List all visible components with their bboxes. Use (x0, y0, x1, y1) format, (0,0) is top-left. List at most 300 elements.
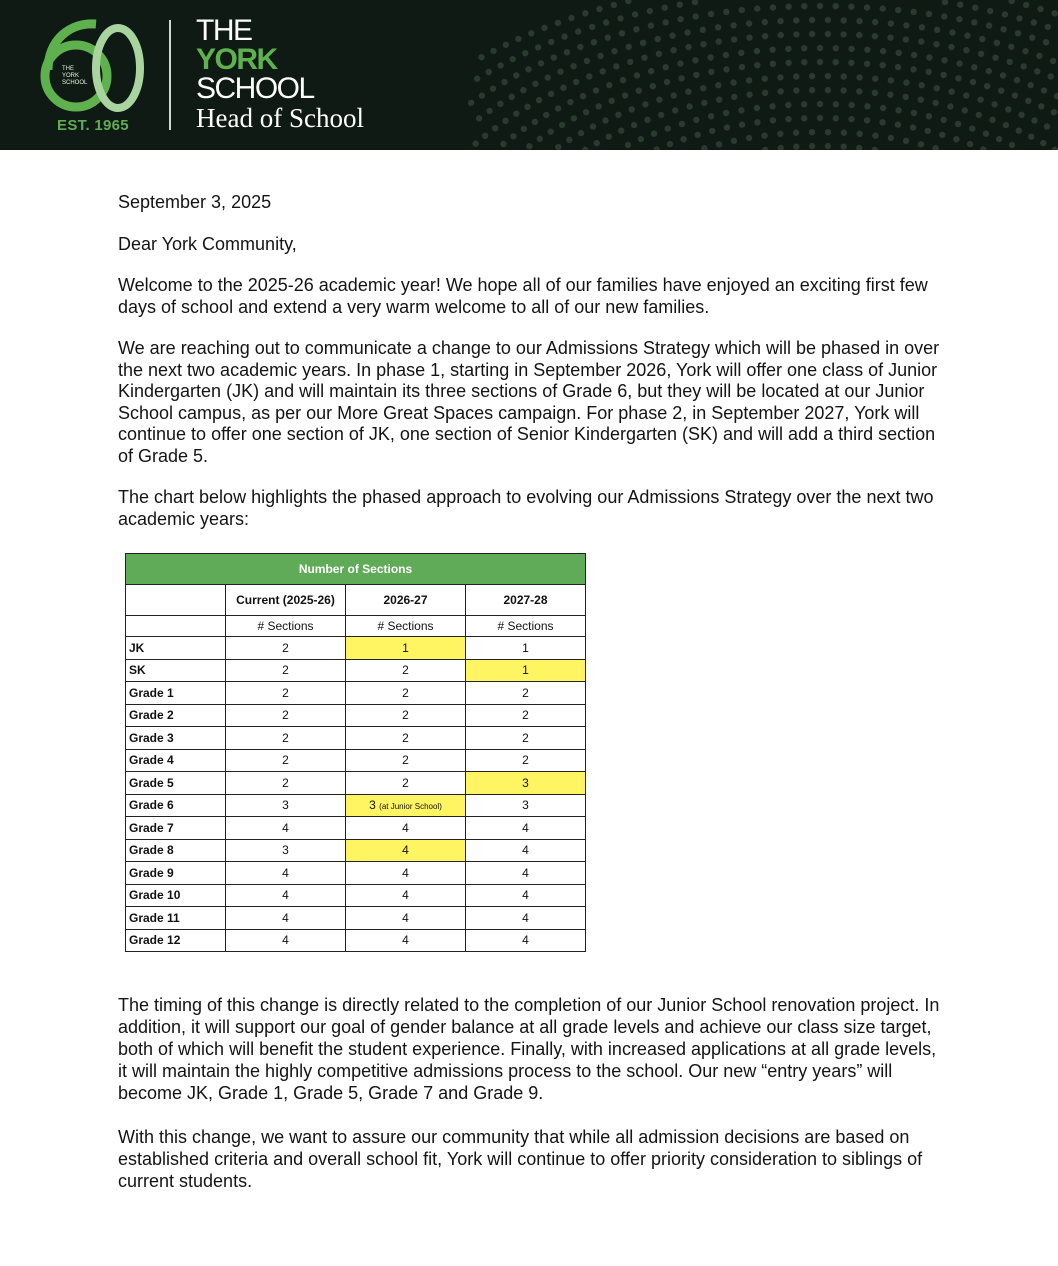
pattern-dot (777, 18, 783, 24)
pattern-dot (583, 109, 589, 115)
table-row (126, 749, 586, 772)
section-count-cell (346, 884, 466, 907)
section-count-value: 2 (402, 775, 409, 790)
column-header-current: Current (2025-26) (226, 585, 346, 616)
pattern-dot (609, 98, 615, 104)
pattern-dot (1040, 140, 1046, 146)
pattern-dot (887, 35, 893, 41)
section-count-cell (346, 704, 466, 727)
pattern-dot (695, 132, 701, 138)
pattern-dot (801, 59, 807, 65)
pattern-dot (986, 22, 992, 28)
pattern-dot (957, 1, 963, 7)
pattern-dot (980, 146, 986, 150)
pattern-dot (685, 44, 691, 50)
section-count-value: 2 (402, 730, 409, 745)
pattern-dot (548, 129, 554, 135)
pattern-dot (618, 128, 624, 134)
pattern-dot (947, 103, 953, 109)
pattern-dot (626, 44, 632, 50)
pattern-dot (801, 3, 807, 9)
pattern-dot (680, 136, 686, 142)
pattern-dot (911, 9, 917, 15)
section-count-value: 3 (282, 843, 289, 858)
section-count-value: 4 (282, 820, 289, 835)
pattern-dot (701, 100, 707, 106)
section-count-cell (466, 749, 586, 772)
pattern-dot (468, 100, 474, 106)
pattern-dot (582, 10, 588, 16)
pattern-dot (825, 87, 831, 93)
pattern-dot (520, 87, 526, 93)
pattern-dot (856, 32, 862, 38)
letter-body-bottom (118, 994, 948, 1214)
pattern-dot (785, 3, 791, 9)
pattern-dot (1045, 24, 1051, 30)
pattern-dot (638, 136, 644, 142)
pattern-dot (577, 44, 583, 50)
pattern-dot (510, 56, 516, 62)
pattern-dot (648, 22, 654, 28)
pattern-dot (864, 103, 870, 109)
pattern-dot (490, 48, 496, 54)
pattern-dot (620, 77, 626, 83)
pattern-dot (1016, 15, 1022, 21)
pattern-dot (709, 128, 715, 134)
pattern-dot (809, 17, 815, 23)
pattern-dot (724, 124, 730, 130)
row-label: Grade 7 (126, 817, 226, 840)
pattern-dot (934, 27, 940, 33)
pattern-dot (582, 147, 588, 150)
table-row (126, 659, 586, 682)
pattern-dot (656, 51, 662, 57)
section-count-cell (346, 907, 466, 930)
letter-paragraph-timing: The timing of this change is directly related to the completion of our Junior School renovation project. In addition, it will support our goal of gender balance at all grade levels and achieve our class size target, both of which will benefit the student experience. Finally, with increased applications at all grade levels, it will maintain the highly competitive admissions process to the school. Our new “entry years” will become JK, Grade 1, Grade 5, Grade 7 and Grade 9. (118, 995, 940, 1103)
sixtieth-anniversary-logo (40, 18, 146, 118)
pattern-dot (513, 111, 519, 117)
subheader-sections-2: # Sections (346, 616, 466, 637)
pattern-dot (594, 140, 600, 146)
pattern-dot (692, 0, 698, 5)
pattern-dot (849, 102, 855, 108)
pattern-dot (903, 79, 909, 85)
pattern-dot (591, 39, 597, 45)
pattern-dot (611, 48, 617, 54)
pattern-dot (617, 15, 623, 21)
pattern-dot (979, 36, 985, 42)
table-row (126, 704, 586, 727)
section-count-cell (226, 794, 346, 817)
pattern-dot (919, 24, 925, 30)
section-count-cell (226, 884, 346, 907)
pattern-dot (548, 39, 554, 45)
pattern-dot (1015, 30, 1021, 36)
pattern-dot (856, 88, 862, 94)
pattern-dot (762, 19, 768, 25)
pattern-dot (848, 3, 854, 9)
pattern-dot (625, 142, 631, 148)
pattern-dot (963, 47, 969, 53)
pattern-dot (967, 141, 973, 147)
section-count-value: 2 (282, 775, 289, 790)
pattern-dot (648, 68, 654, 74)
pattern-dot (665, 125, 671, 131)
column-header-2027-28: 2027-28 (466, 585, 586, 616)
pattern-dot (555, 20, 561, 26)
pattern-dot (872, 90, 878, 96)
pattern-dot (625, 0, 631, 4)
pattern-dot (963, 92, 969, 98)
pattern-dot (532, 81, 538, 87)
pattern-dot (926, 113, 932, 119)
pattern-dot (895, 64, 901, 70)
pattern-dot (848, 60, 854, 66)
pattern-dot (941, 13, 947, 19)
pattern-dot (474, 76, 480, 82)
section-count-value: 3 (522, 798, 529, 813)
pattern-dot (809, 143, 815, 149)
pattern-dot (679, 121, 685, 127)
pattern-dot (880, 62, 886, 68)
pattern-dot (970, 79, 976, 85)
section-count-value: 2 (282, 685, 289, 700)
pattern-dot (622, 92, 628, 98)
pattern-dot (528, 30, 534, 36)
pattern-dot (896, 50, 902, 56)
pattern-dot (872, 132, 878, 138)
pattern-dot (1016, 128, 1022, 134)
pattern-dot (640, 40, 646, 46)
pattern-dot (761, 132, 767, 138)
pattern-dot (739, 121, 745, 127)
pattern-dot (987, 8, 993, 14)
pattern-dot (580, 93, 586, 99)
pattern-dot (1050, 58, 1056, 64)
pattern-dot (785, 60, 791, 66)
section-count-value: 4 (402, 820, 409, 835)
pattern-dot (754, 119, 760, 125)
pattern-dot (910, 66, 916, 72)
pattern-dot (769, 103, 775, 109)
section-count-cell (226, 727, 346, 750)
letter-salutation: Dear York Community, (118, 233, 297, 254)
pattern-dot (647, 8, 653, 14)
pattern-dot (1054, 93, 1058, 99)
pattern-dot (841, 73, 847, 79)
section-count-cell (466, 704, 586, 727)
pattern-dot (778, 145, 784, 150)
section-count-cell (466, 682, 586, 705)
pattern-dot (672, 107, 678, 113)
pattern-dot (991, 101, 997, 107)
section-count-cell (466, 862, 586, 885)
pattern-dot (532, 119, 538, 125)
section-count-cell (226, 907, 346, 930)
pattern-dot (833, 101, 839, 107)
pattern-dot (778, 32, 784, 38)
pattern-dot (888, 77, 894, 83)
pattern-dot (715, 82, 721, 88)
pattern-dot (942, 0, 948, 5)
pattern-dot (971, 19, 977, 25)
pattern-dot (919, 82, 925, 88)
pattern-dot (1036, 53, 1042, 59)
pattern-dot (864, 47, 870, 53)
pattern-dot (707, 54, 713, 60)
section-count-value: 4 (282, 910, 289, 925)
pattern-dot (593, 87, 599, 93)
row-label: Grade 6 (126, 794, 226, 817)
pattern-dot (653, 146, 659, 150)
pattern-dot (825, 73, 831, 79)
pattern-dot (903, 138, 909, 144)
section-count-cell (346, 817, 466, 840)
pattern-dot (998, 88, 1004, 94)
pattern-dot (636, 88, 642, 94)
section-count-cell (226, 749, 346, 772)
pattern-dot (754, 48, 760, 54)
section-count-value: 2 (402, 663, 409, 678)
table-row (126, 884, 586, 907)
section-note: (at Junior School) (379, 802, 442, 812)
pattern-dot (510, 133, 516, 139)
pattern-dot (956, 60, 962, 66)
pattern-dot (1000, 72, 1006, 78)
pattern-dot (490, 86, 496, 92)
pattern-dot (746, 92, 752, 98)
pattern-dot (1007, 59, 1013, 65)
pattern-dot (486, 108, 492, 114)
section-count-value: 2 (282, 753, 289, 768)
pattern-dot (1051, 109, 1057, 115)
pattern-dot (769, 47, 775, 53)
pattern-dot (793, 130, 799, 136)
pattern-dot (926, 69, 932, 75)
section-count-value: 4 (522, 910, 529, 925)
pattern-dot (708, 69, 714, 75)
pattern-dot (522, 50, 528, 56)
section-count-cell (226, 659, 346, 682)
pattern-dot (879, 119, 885, 125)
pattern-dot (586, 73, 592, 79)
pattern-dot (817, 45, 823, 51)
established-year: EST. 1965 (57, 117, 129, 134)
row-label: Grade 1 (126, 682, 226, 705)
pattern-dot (903, 94, 909, 100)
pattern-dot (1044, 123, 1050, 129)
pattern-dot (986, 68, 992, 74)
section-count-value: 1 (522, 640, 529, 655)
pattern-dot (864, 4, 870, 10)
pattern-dot (762, 147, 768, 150)
brand-the: THE (196, 14, 252, 47)
pattern-dot (1005, 106, 1011, 112)
pattern-dot (932, 145, 938, 150)
pattern-dot (1052, 147, 1058, 150)
pattern-dot (953, 136, 959, 142)
pattern-dot (948, 89, 954, 95)
pattern-dot (667, 141, 673, 147)
pattern-dot (926, 11, 932, 17)
logo-small-text-2: YORK (62, 73, 80, 79)
pattern-dot (956, 16, 962, 22)
section-count-value: 4 (522, 865, 529, 880)
pattern-dot (825, 17, 831, 23)
pattern-dot (693, 117, 699, 123)
pattern-dot (964, 32, 970, 38)
pattern-dot (770, 61, 776, 67)
pattern-dot (502, 118, 508, 124)
pattern-dot (872, 33, 878, 39)
letter-paragraph-siblings: With this change, we want to assure our community that while all admission decisions are based on established criteria and overall school fit, York will continue to offer priority consideration to siblings of current students. (118, 1127, 923, 1191)
pattern-dot (631, 122, 637, 128)
pattern-dot (497, 62, 503, 68)
pattern-dot (888, 20, 894, 26)
pattern-dot (925, 128, 931, 134)
pattern-dot (895, 121, 901, 127)
pattern-dot (793, 87, 799, 93)
pattern-dot (738, 50, 744, 56)
row-label: Grade 2 (126, 704, 226, 727)
pattern-dot (678, 75, 684, 81)
pattern-dot (662, 5, 668, 11)
section-count-cell (346, 794, 466, 817)
brand-head-of-school: Head of School (196, 103, 364, 133)
pattern-dot (603, 19, 609, 25)
pattern-dot (962, 107, 968, 113)
pattern-dot (670, 47, 676, 53)
pattern-dot (559, 122, 565, 128)
pattern-dot (723, 9, 729, 15)
pattern-dot (642, 101, 648, 107)
pattern-dot (918, 97, 924, 103)
row-label: Grade 11 (126, 907, 226, 930)
pattern-dot (570, 63, 576, 69)
pattern-dot (611, 2, 617, 8)
pattern-dot (1025, 98, 1031, 104)
pattern-dot (939, 132, 945, 138)
pattern-dot (605, 34, 611, 40)
letter-body-top (118, 192, 948, 550)
pattern-dot (793, 17, 799, 23)
pattern-dot (596, 6, 602, 12)
column-header-2026-27: 2026-27 (346, 585, 466, 616)
pattern-dot (1028, 82, 1034, 88)
pattern-dot (817, 115, 823, 121)
pattern-dot (551, 54, 557, 60)
pattern-dot (739, 64, 745, 70)
pattern-dot (770, 117, 776, 123)
pattern-dot (1028, 134, 1034, 140)
pattern-dot (809, 129, 815, 135)
logo-small-text-3: SCHOOL (62, 80, 88, 86)
pattern-dot (809, 31, 815, 37)
pattern-dot (793, 73, 799, 79)
row-label: Grade 12 (126, 929, 226, 952)
pattern-dot (746, 20, 752, 26)
pattern-dot (841, 130, 847, 136)
pattern-dot (984, 83, 990, 89)
pattern-dot (538, 60, 544, 66)
pattern-dot (955, 121, 961, 127)
pattern-dot (651, 131, 657, 137)
section-count-value: 1 (522, 663, 529, 678)
pattern-dot (478, 54, 484, 60)
pattern-dot (685, 89, 691, 95)
pattern-dot (762, 33, 768, 39)
section-count-value: 2 (282, 663, 289, 678)
pattern-dot (1012, 92, 1018, 98)
pattern-dot (619, 30, 625, 36)
row-label: JK (126, 637, 226, 660)
pattern-dot (1034, 68, 1040, 74)
section-count-cell (466, 659, 586, 682)
pattern-dot (606, 134, 612, 140)
pattern-dot (972, 5, 978, 11)
pattern-dot (754, 105, 760, 111)
pattern-dot (880, 48, 886, 54)
pattern-dot (669, 32, 675, 38)
pattern-dot (933, 100, 939, 106)
pattern-dot (663, 64, 669, 70)
pattern-dot (833, 59, 839, 65)
table-row (126, 727, 586, 750)
pattern-dot (663, 19, 669, 25)
pattern-dot (911, 52, 917, 58)
pattern-dot (684, 29, 690, 35)
pattern-dot (613, 63, 619, 69)
pattern-dot (770, 4, 776, 10)
pattern-dot (615, 112, 621, 118)
pattern-dot (948, 44, 954, 50)
pattern-dot (1051, 10, 1057, 16)
pattern-dot (584, 58, 590, 64)
table-row (126, 907, 586, 930)
pattern-dot (596, 103, 602, 109)
pattern-dot (1002, 11, 1008, 17)
pattern-dot (903, 22, 909, 28)
pattern-dot (872, 76, 878, 82)
pattern-dot (575, 28, 581, 34)
table-title: Number of Sections (126, 554, 586, 585)
school-brand (196, 16, 364, 134)
pattern-dot (543, 112, 549, 118)
section-count-value: 2 (282, 730, 289, 745)
section-count-cell (226, 929, 346, 952)
pattern-dot (700, 85, 706, 91)
pattern-dot (934, 85, 940, 91)
pattern-dot (655, 36, 661, 42)
pattern-dot (730, 79, 736, 85)
section-count-value: 4 (282, 933, 289, 948)
subheader-sections-3: # Sections (466, 616, 586, 637)
section-count-value: 4 (282, 865, 289, 880)
section-count-value: 2 (402, 708, 409, 723)
pattern-dot (677, 1, 683, 7)
section-count-cell (226, 862, 346, 885)
pattern-dot (701, 145, 707, 150)
pattern-dot (895, 107, 901, 113)
pattern-dot (492, 125, 498, 131)
section-count-cell (226, 637, 346, 660)
pattern-dot (996, 136, 1002, 142)
pattern-dot (1023, 2, 1029, 8)
logo-small-text-1: THE (62, 66, 74, 72)
pattern-dot (940, 72, 946, 78)
pattern-dot (793, 144, 799, 150)
pattern-dot (731, 36, 737, 42)
